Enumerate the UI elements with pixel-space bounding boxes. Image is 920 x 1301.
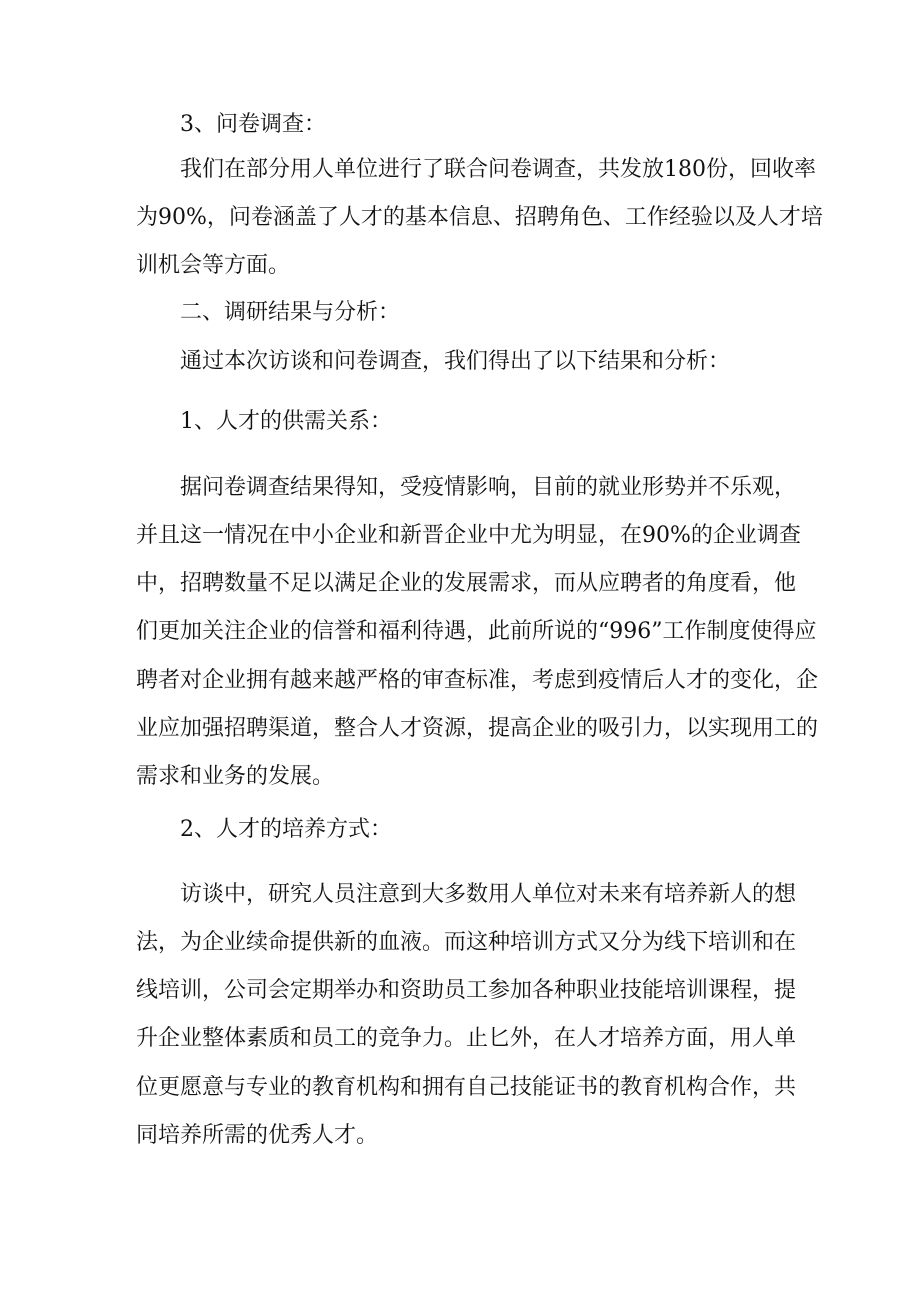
section-3-heading: 3、问卷调查： xyxy=(180,112,326,137)
paragraph-line: 线培训，公司会定期举办和资助员工参加各种职业技能培训课程，提 xyxy=(136,978,797,1003)
paragraph-line: 据问卷调查结果得知，受疫情影响，目前的就业形势并不乐观， xyxy=(180,475,797,500)
paragraph-line: 访谈中，研究人员注意到大多数用人单位对未来有培养新人的想 xyxy=(180,882,797,907)
paragraph-line: 法，为企业续命提供新的血液。而这种培训方式又分为线下培训和在 xyxy=(136,930,797,955)
paragraph-line: 位更愿意与专业的教育机构和拥有自己技能证书的教育机构合作，共 xyxy=(136,1075,797,1100)
paragraph-line: 升企业整体素质和员工的竞争力。止匕外，在人才培养方面，用人单 xyxy=(136,1026,797,1051)
section-2-intro: 通过本次访谈和问卷调查，我们得出了以下结果和分析： xyxy=(180,349,731,374)
paragraph-line: 中，招聘数量不足以满足企业的发展需求，而从应聘者的角度看，他 xyxy=(136,571,797,596)
paragraph-line: 我们在部分用人单位进行了联合问卷调查，共发放180份，回收率 xyxy=(180,157,816,182)
result-1-heading: 1、人才的供需关系： xyxy=(180,409,392,434)
paragraph-line: 同培养所需的优秀人才。 xyxy=(136,1123,379,1148)
section-2-heading: 二、调研结果与分析： xyxy=(180,300,401,325)
result-2-heading: 2、人才的培养方式： xyxy=(180,817,392,842)
paragraph-line: 需求和业务的发展。 xyxy=(136,764,335,789)
paragraph-line: 聘者对企业拥有越来越严格的审查标准，考虑到疫情后人才的变化，企 xyxy=(136,668,819,693)
paragraph-line: 训机会等方面。 xyxy=(136,253,291,278)
paragraph-line: 们更加关注企业的信誉和福利待遇，此前所说的“996”工作制度使得应 xyxy=(136,619,817,644)
paragraph-line: 为90%，问卷涵盖了人才的基本信息、招聘角色、工作经验以及人才培 xyxy=(136,205,823,230)
paragraph-line: 业应加强招聘渠道，整合人才资源，提高企业的吸引力，以实现用工的 xyxy=(136,716,819,741)
paragraph-line: 并且这一情况在中小企业和新晋企业中尤为明显，在90%的企业调查 xyxy=(136,523,801,548)
